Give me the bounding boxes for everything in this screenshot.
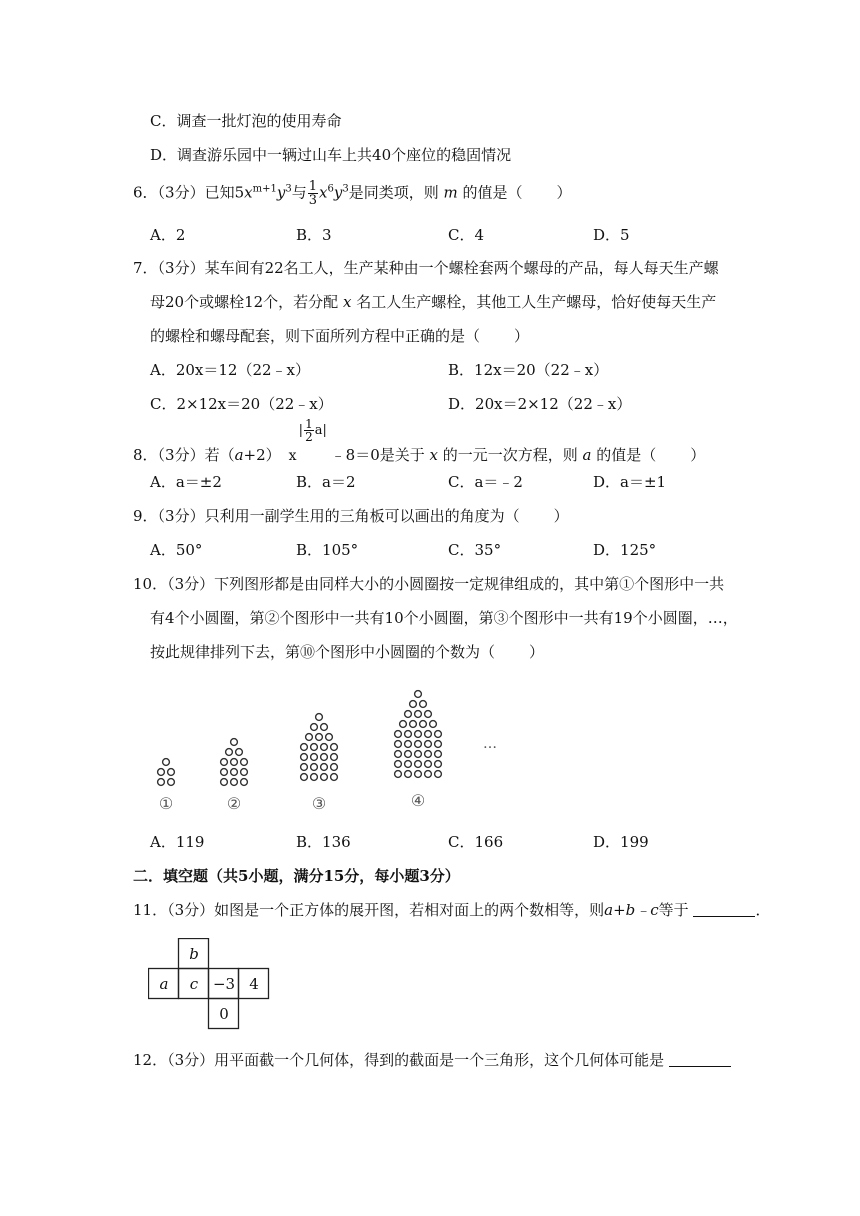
figure-label-3: ③ <box>311 794 327 813</box>
small-circle <box>420 721 427 728</box>
q10-option-a: A．119 <box>150 833 205 851</box>
q8-option-a: A．a＝±2 <box>150 473 222 491</box>
small-circle <box>435 771 442 778</box>
small-circle <box>425 761 432 768</box>
q6-option-b: B．3 <box>296 226 332 244</box>
q7-stem-line2: 母20个或螺栓12个，若分配 x 名工人生产螺栓，其他工人生产螺母，恰好使每天生产 <box>150 293 717 311</box>
small-circle <box>221 769 228 776</box>
small-circle <box>241 759 248 766</box>
small-circle <box>168 779 175 786</box>
q5-option-c: C．调查一批灯泡的使用寿命 <box>150 112 342 130</box>
small-circle <box>231 779 238 786</box>
q7-stem-line3: 的螺栓和螺母配套，则下面所列方程中正确的是（ ） <box>150 327 530 345</box>
small-circle <box>311 754 318 761</box>
small-circle <box>326 734 333 741</box>
small-circle <box>301 744 308 751</box>
small-circle <box>301 774 308 781</box>
small-circle <box>395 731 402 738</box>
q5-option-d: D．调查游乐园中一辆过山车上共40个座位的稳固情况 <box>150 146 512 164</box>
small-circle <box>236 749 243 756</box>
small-circle <box>415 741 422 748</box>
small-circle <box>415 691 422 698</box>
q7-option-d: D．20x＝2×12（22﹣x） <box>448 395 632 413</box>
small-circle <box>435 761 442 768</box>
net-label-0: 0 <box>219 1005 229 1023</box>
q8-power-expression: x | $\frac{1}{2}$ a| <box>288 417 327 464</box>
small-circle <box>311 724 318 731</box>
q6-option-a: A．2 <box>150 226 186 244</box>
small-circle <box>301 764 308 771</box>
figure-label-1: ① <box>158 794 174 813</box>
fraction-one-third: $\frac{1}{3}$ <box>308 179 317 208</box>
small-circle <box>405 731 412 738</box>
small-circle <box>158 779 165 786</box>
small-circle <box>415 711 422 718</box>
q9-option-b: B．105° <box>296 541 359 559</box>
small-circle <box>405 761 412 768</box>
q9-option-d: D．125° <box>593 541 657 559</box>
small-circle <box>415 751 422 758</box>
small-circle <box>425 741 432 748</box>
q6-stem: 6．（3分）已知$5x^{m+1}y^3$与 $\frac{1}{3}$ $x^6y^3$是同类项，则 m 的值是（ ） <box>133 179 572 208</box>
small-circle <box>425 771 432 778</box>
small-circle <box>301 754 308 761</box>
figure-ellipsis: … <box>483 736 497 752</box>
q10-stem-line1: 10．（3分）下列图形都是由同样大小的小圆圈按一定规律组成的，其中第①个图形中一共 <box>133 575 725 593</box>
small-circle <box>395 741 402 748</box>
small-circle <box>331 754 338 761</box>
small-circle <box>405 751 412 758</box>
small-circle <box>241 779 248 786</box>
small-circle <box>168 769 175 776</box>
q9-option-c: C．35° <box>448 541 502 559</box>
small-circle <box>311 744 318 751</box>
small-circle <box>241 769 248 776</box>
small-circle <box>400 721 407 728</box>
small-circle <box>321 724 328 731</box>
small-circle <box>158 769 165 776</box>
small-circle <box>231 769 238 776</box>
small-circle <box>221 779 228 786</box>
small-circle <box>311 774 318 781</box>
net-label-c: c <box>189 975 199 993</box>
small-circle <box>163 759 170 766</box>
small-circle <box>435 751 442 758</box>
q12-stem: 12．（3分）用平面截一个几何体，得到的截面是一个三角形，这个几何体可能是 <box>133 1050 731 1070</box>
q12-answer-blank <box>669 1052 731 1067</box>
small-circle <box>221 759 228 766</box>
circle-pattern-figures <box>140 672 520 822</box>
q10-option-c: C．166 <box>448 833 504 851</box>
small-circle <box>430 721 437 728</box>
q10-stem-line3: 按此规律排列下去，第⑩个图形中小圆圈的个数为（ ） <box>150 643 545 661</box>
small-circle <box>425 731 432 738</box>
small-circle <box>331 744 338 751</box>
small-circle <box>435 741 442 748</box>
small-circle <box>415 771 422 778</box>
q7-option-a: A．20x＝12（22﹣x） <box>150 361 311 379</box>
q7-option-c: C．2×12x＝20（22﹣x） <box>150 395 333 413</box>
small-circle <box>231 739 238 746</box>
small-circle <box>410 721 417 728</box>
q8-stem: 8．（3分）若（a+2） x | $\frac{1}{2}$ a| ﹣8＝0是关于 x 的一元一次方程，则 a 的值是（ ） <box>133 417 706 464</box>
net-label-4: 4 <box>249 975 259 993</box>
q10-option-d: D．199 <box>593 833 649 851</box>
small-circle <box>331 774 338 781</box>
q7-stem-line1: 7．（3分）某车间有22名工人，生产某种由一个螺栓套两个螺母的产品，每人每天生产螺 <box>133 259 719 277</box>
net-label-a: a <box>159 975 169 993</box>
q10-stem-line2: 有4个小圆圈，第②个图形中一共有10个小圆圈，第③个图形中一共有19个小圆圈，…， <box>150 609 738 627</box>
small-circle <box>405 741 412 748</box>
small-circle <box>415 731 422 738</box>
small-circle <box>316 714 323 721</box>
q11-stem: 11．（3分）如图是一个正方体的展开图，若相对面上的两个数相等，则a+b﹣c等于 ． <box>133 901 771 919</box>
small-circle <box>311 764 318 771</box>
section-title-fill-in: 二．填空题（共5小题，满分15分，每小题3分） <box>133 867 460 885</box>
small-circle <box>321 764 328 771</box>
small-circle <box>395 771 402 778</box>
small-circle <box>321 774 328 781</box>
q9-option-a: A．50° <box>150 541 203 559</box>
small-circle <box>321 754 328 761</box>
small-circle <box>395 761 402 768</box>
q6-option-d: D．5 <box>593 226 630 244</box>
small-circle <box>316 734 323 741</box>
small-circle <box>405 711 412 718</box>
q8-option-c: C．a＝﹣2 <box>448 473 523 491</box>
small-circle <box>321 744 328 751</box>
small-circle <box>425 751 432 758</box>
small-circle <box>306 734 313 741</box>
net-label-minus3: −3 <box>212 975 236 993</box>
small-circle <box>425 711 432 718</box>
small-circle <box>420 701 427 708</box>
small-circle <box>331 764 338 771</box>
q10-option-b: B．136 <box>296 833 351 851</box>
q9-stem: 9．（3分）只利用一副学生用的三角板可以画出的角度为（ ） <box>133 507 569 525</box>
small-circle <box>415 761 422 768</box>
figure-label-4: ④ <box>410 791 426 810</box>
small-circle <box>231 759 238 766</box>
small-circle <box>435 731 442 738</box>
small-circle <box>226 749 233 756</box>
q8-option-b: B．a＝2 <box>296 473 356 491</box>
net-label-b: b <box>189 945 199 963</box>
small-circle <box>405 771 412 778</box>
small-circle <box>395 751 402 758</box>
q11-answer-blank <box>693 902 755 917</box>
q8-option-d: D．a＝±1 <box>593 473 667 491</box>
cube-net-diagram <box>148 938 272 1030</box>
figure-label-2: ② <box>226 794 242 813</box>
q6-option-c: C．4 <box>448 226 485 244</box>
small-circle <box>410 701 417 708</box>
q7-option-b: B．12x＝20（22﹣x） <box>448 361 609 379</box>
